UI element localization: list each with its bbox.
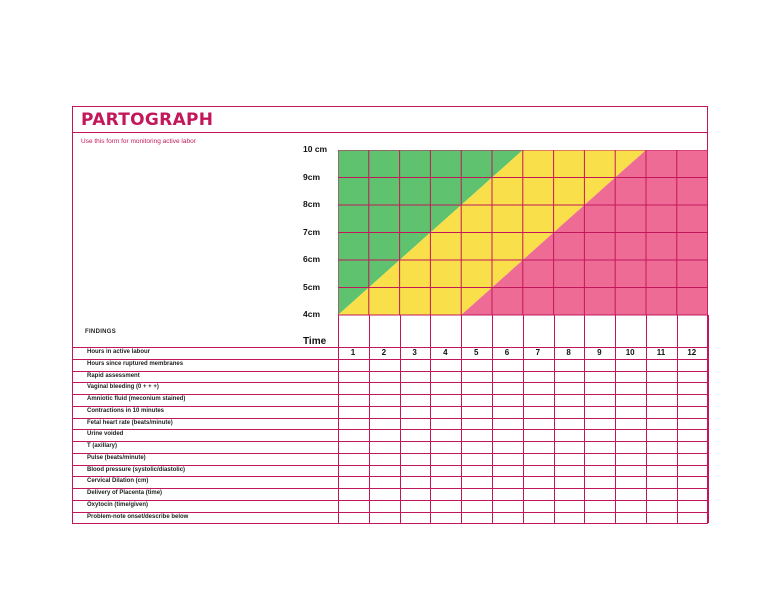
table-column-rule: [708, 315, 709, 523]
findings-row-label: Urine voided: [87, 431, 124, 438]
dilation-label: 10 cm: [303, 144, 328, 154]
hour-label: 10: [625, 348, 635, 357]
dilation-label: 4cm: [303, 309, 321, 319]
findings-row-label: Oxytocin (time/given): [87, 501, 149, 508]
hour-label: 6: [504, 348, 510, 357]
table-rule: [73, 429, 707, 430]
dilation-label: 9cm: [303, 171, 321, 182]
findings-row-label: Pulse (beats/minute): [87, 454, 146, 461]
table-rule: [73, 371, 707, 372]
hour-label: 12: [687, 348, 697, 357]
findings-row-label: Rapid assessment: [87, 372, 140, 379]
dilation-label: 6cm: [303, 254, 321, 264]
table-rule: [73, 359, 707, 360]
table-rule: [73, 523, 707, 524]
hour-label: 3: [412, 348, 417, 357]
hour-label: 7: [535, 348, 541, 357]
dilation-chart: [338, 150, 708, 320]
findings-row-label: Vaginal bleeding (0 + + +): [87, 384, 159, 391]
form-instructions: Use this form for monitoring active labor: [81, 138, 196, 145]
findings-row-label: Blood pressure (systolic/diastolic): [87, 466, 186, 473]
hour-label: 8: [566, 348, 571, 357]
table-rule: [73, 488, 707, 489]
findings-row-label: Problem-note onset/describe below: [87, 513, 189, 520]
findings-row-label: Cervical Dilation (cm): [87, 478, 149, 485]
dilation-label: 8cm: [303, 199, 321, 209]
table-rule: [73, 406, 707, 407]
table-rule: [73, 453, 707, 454]
table-rule: [73, 394, 707, 395]
partograph-form: [72, 106, 708, 524]
hour-label: 4: [443, 348, 448, 357]
findings-heading: FINDINGS: [85, 329, 117, 335]
time-axis-label: Time: [303, 336, 327, 347]
findings-row-label: Hours since ruptured membranes: [87, 360, 184, 367]
hour-label: 9: [597, 348, 602, 357]
table-rule: [73, 441, 707, 442]
findings-row-label: Fetal heart rate (beats/minute): [87, 419, 173, 426]
hour-label: 11: [656, 348, 666, 357]
table-rule: [73, 476, 707, 477]
table-rule: [73, 512, 707, 513]
findings-row-label: Delivery of Placenta (time): [87, 490, 163, 496]
table-rule: [73, 500, 707, 501]
hour-label: 2: [381, 348, 387, 357]
title-divider: [73, 132, 707, 133]
dilation-label: 7cm: [303, 226, 321, 237]
dilation-label: 5cm: [303, 281, 321, 292]
table-rule: [73, 465, 707, 466]
hour-label: 5: [473, 348, 479, 357]
table-rule: [73, 418, 707, 419]
hour-label: 1: [350, 348, 356, 357]
findings-row-label: Contractions in 10 minutes: [87, 407, 165, 414]
findings-row-label: T (axillary): [87, 443, 118, 449]
table-rule: [73, 382, 707, 383]
findings-row-label: Hours in active labour: [87, 349, 151, 355]
form-title: PARTOGRAPH: [81, 110, 214, 130]
findings-row-label: Amniotic fluid (meconium stained): [87, 396, 186, 402]
